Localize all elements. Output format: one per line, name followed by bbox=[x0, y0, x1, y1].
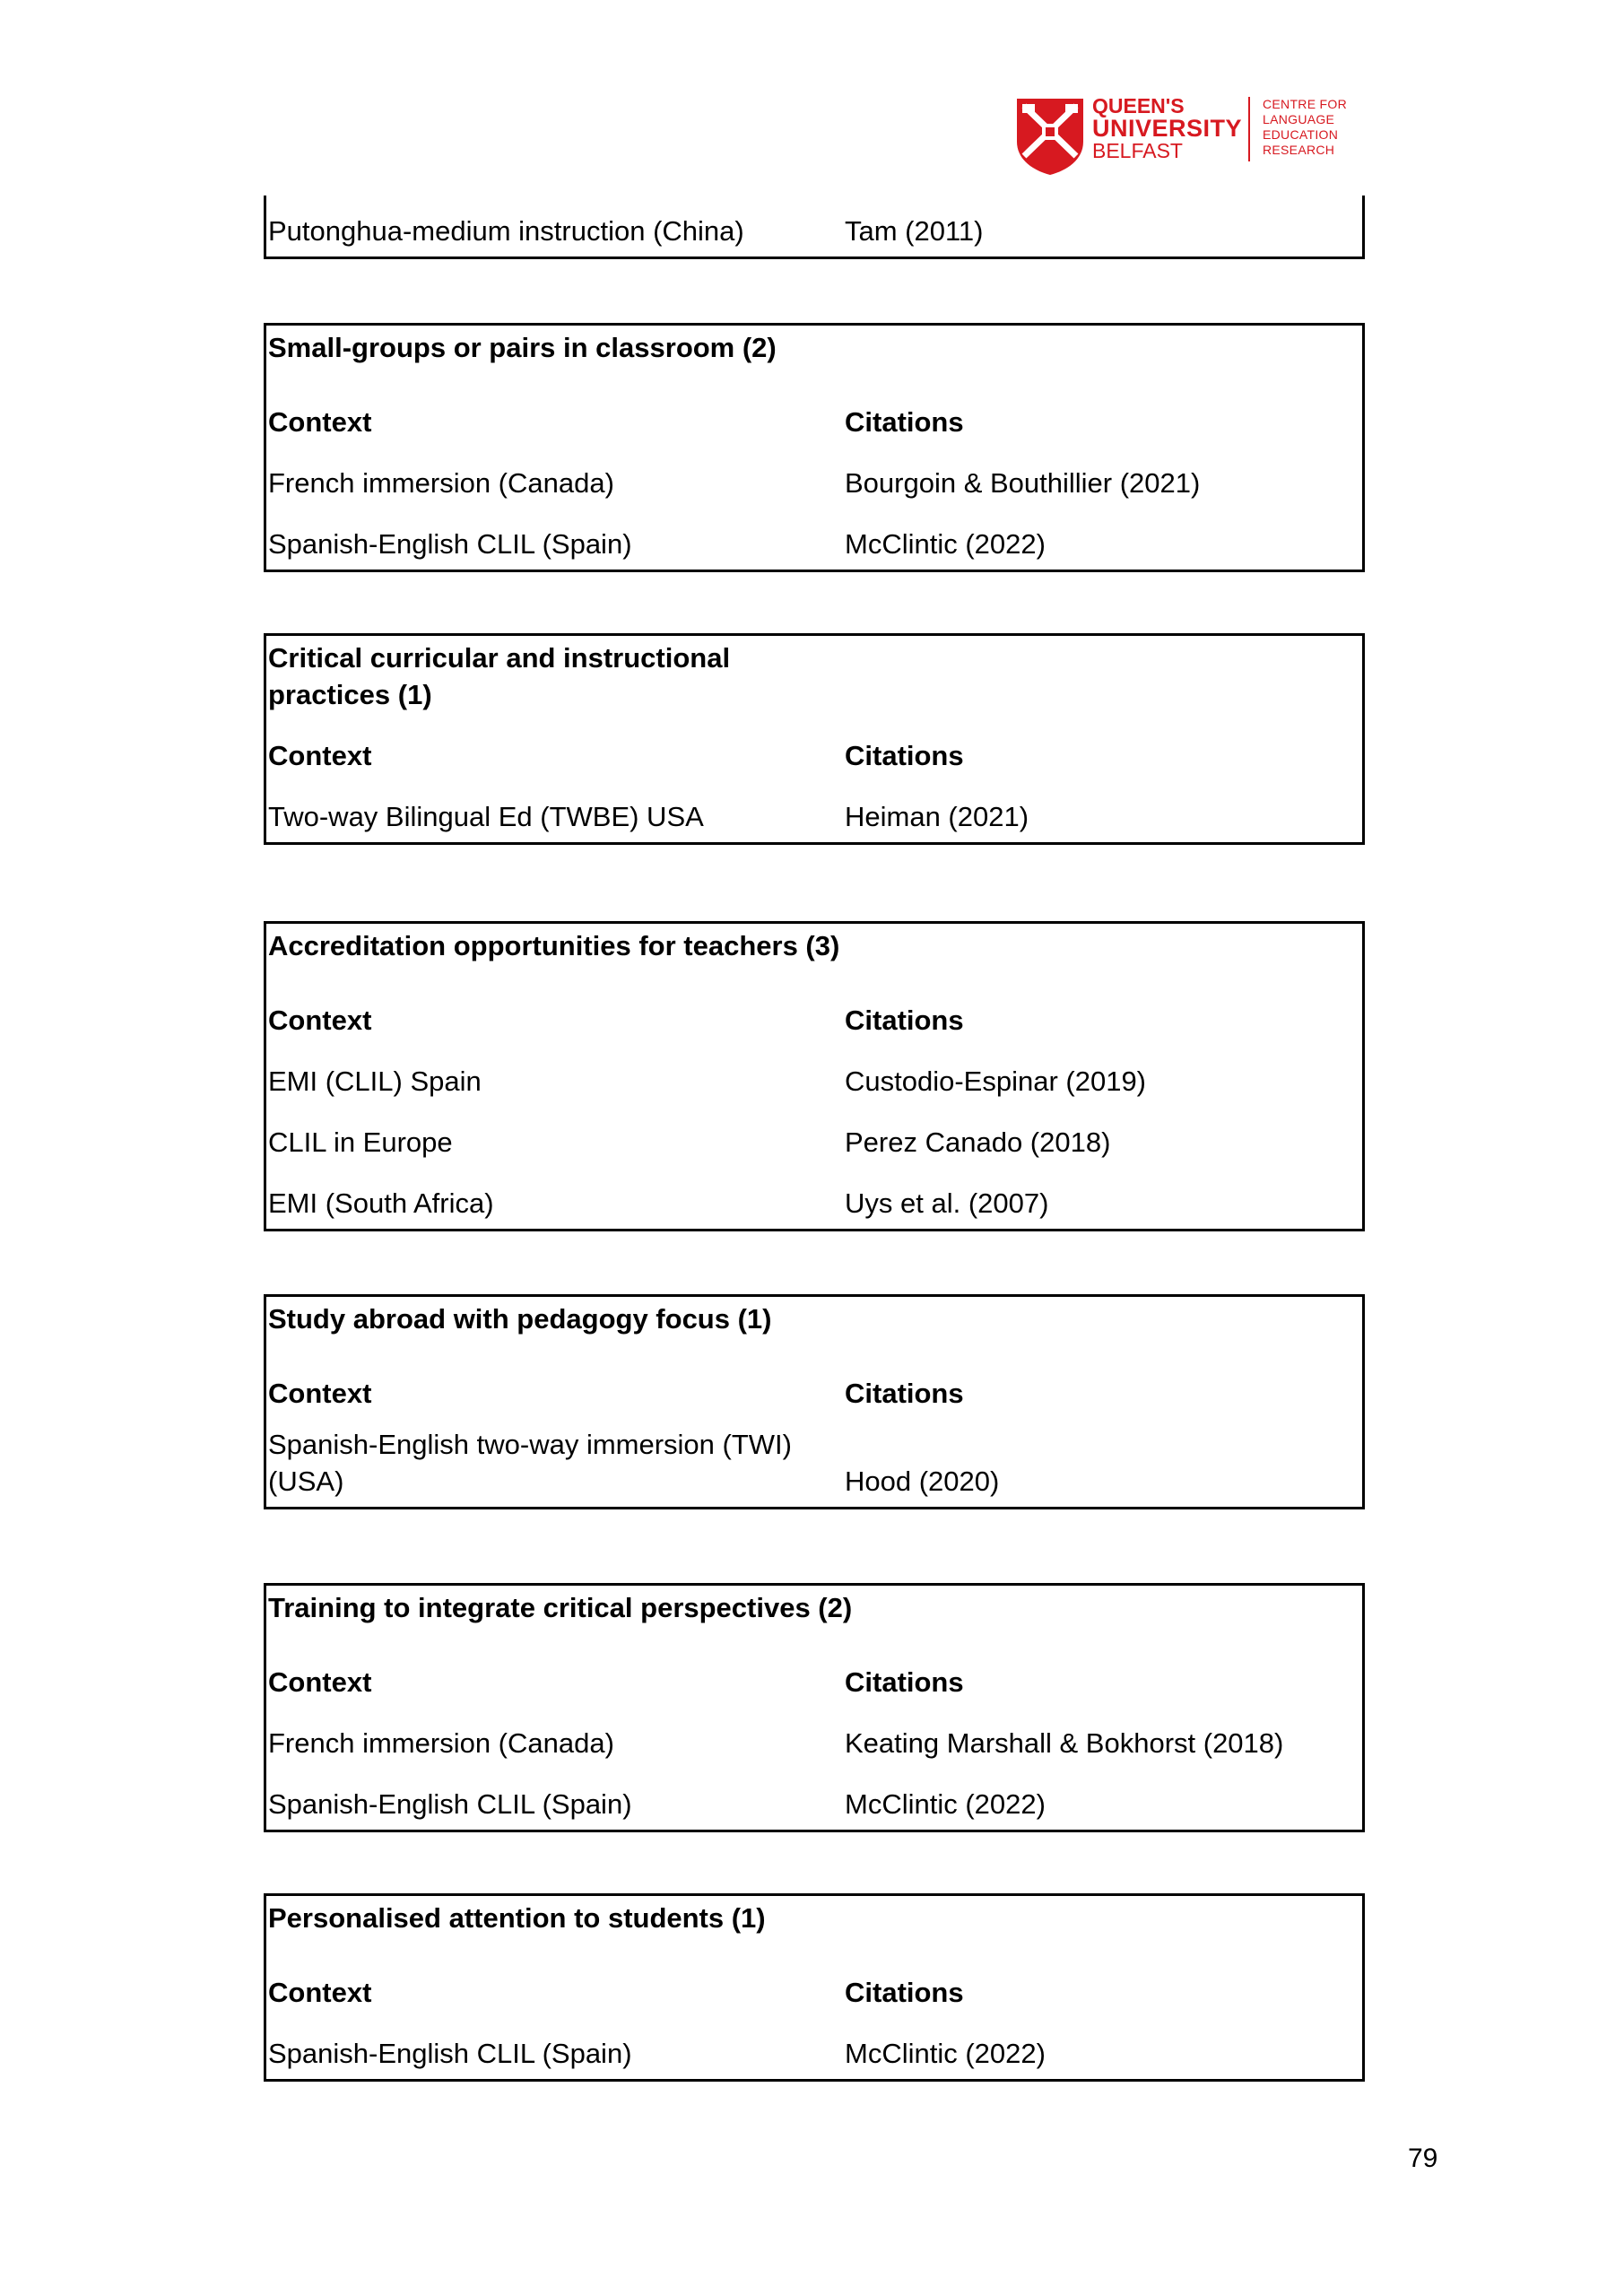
table-row bbox=[266, 196, 1362, 257]
university-crest-icon bbox=[1015, 97, 1085, 176]
table-title-row bbox=[266, 636, 1362, 720]
table-critical-curricular bbox=[264, 633, 1365, 845]
citation-cell: McClintic (2022) bbox=[845, 1788, 1046, 1820]
citations-header: Citations bbox=[845, 740, 964, 771]
context-cell: EMI (South Africa) bbox=[268, 1187, 494, 1219]
citation-cell: McClintic (2022) bbox=[845, 528, 1046, 560]
context-cell: Spanish-English CLIL (Spain) bbox=[268, 528, 632, 560]
page-number: 79 bbox=[1408, 2144, 1438, 2173]
university-name bbox=[1092, 95, 1242, 162]
table-row bbox=[266, 781, 1362, 842]
table-title: Training to integrate critical perspectives (2) bbox=[268, 1592, 853, 1623]
citations-header: Citations bbox=[845, 406, 964, 438]
logo-name-line3: BELFAST bbox=[1092, 139, 1183, 162]
context-header: Context bbox=[268, 1378, 372, 1409]
citation-cell: Uys et al. (2007) bbox=[845, 1187, 1049, 1219]
table-critical-perspectives bbox=[264, 1583, 1365, 1832]
table-header-row bbox=[266, 1358, 1362, 1419]
context-header: Context bbox=[268, 740, 372, 771]
context-cell: CLIL in Europe bbox=[268, 1126, 453, 1158]
table-header-row bbox=[266, 985, 1362, 1046]
citation-cell: Keating Marshall & Bokhorst (2018) bbox=[845, 1727, 1284, 1759]
citation-cell: Hood (2020) bbox=[845, 1465, 1000, 1497]
context-header: Context bbox=[268, 1004, 372, 1036]
table-row bbox=[266, 1419, 1362, 1507]
citations-header: Citations bbox=[845, 1666, 964, 1698]
context-header: Context bbox=[268, 406, 372, 438]
table-title-row bbox=[266, 924, 1362, 985]
continued-table bbox=[264, 196, 1365, 259]
context-cell: Spanish-English two-way immersion (TWI) (USA) bbox=[268, 1429, 792, 1497]
table-header-row bbox=[266, 387, 1362, 448]
table-header-row bbox=[266, 720, 1362, 781]
citation-cell: Perez Canado (2018) bbox=[845, 1126, 1111, 1158]
table-accreditation bbox=[264, 921, 1365, 1231]
centre-line4: RESEARCH bbox=[1263, 143, 1335, 157]
citation-cell: Bourgoin & Bouthillier (2021) bbox=[845, 467, 1201, 499]
table-row bbox=[266, 1107, 1362, 1168]
table-row bbox=[266, 1046, 1362, 1107]
context-cell: Two-way Bilingual Ed (TWBE) USA bbox=[268, 801, 704, 832]
table-row bbox=[266, 1708, 1362, 1769]
table-row bbox=[266, 509, 1362, 570]
table-title: Critical curricular and instructional practices (1) bbox=[268, 642, 731, 710]
centre-line3: EDUCATION bbox=[1263, 127, 1339, 142]
table-title: Personalised attention to students (1) bbox=[268, 1902, 766, 1934]
citation-cell: McClintic (2022) bbox=[845, 2038, 1046, 2069]
table-title-row bbox=[266, 1586, 1362, 1647]
context-cell: French immersion (Canada) bbox=[268, 1727, 614, 1759]
table-title-row bbox=[266, 1297, 1362, 1358]
table-title-row bbox=[266, 1896, 1362, 1957]
citation-cell: Custodio-Espinar (2019) bbox=[845, 1065, 1147, 1097]
context-cell: Spanish-English CLIL (Spain) bbox=[268, 2038, 632, 2069]
table-title: Small-groups or pairs in classroom (2) bbox=[268, 332, 777, 363]
citations-header: Citations bbox=[845, 1004, 964, 1036]
context-cell: French immersion (Canada) bbox=[268, 467, 614, 499]
table-personalised-attention bbox=[264, 1893, 1365, 2082]
table-row bbox=[266, 1769, 1362, 1830]
table-header-row bbox=[266, 1647, 1362, 1708]
centre-name bbox=[1263, 97, 1347, 158]
centre-line2: LANGUAGE bbox=[1263, 112, 1335, 126]
logo-divider bbox=[1248, 97, 1250, 161]
table-row bbox=[266, 1168, 1362, 1229]
table-title: Accreditation opportunities for teachers (3) bbox=[268, 930, 840, 961]
context-header: Context bbox=[268, 1977, 372, 2008]
table-title: Study abroad with pedagogy focus (1) bbox=[268, 1303, 772, 1335]
context-header: Context bbox=[268, 1666, 372, 1698]
citations-header: Citations bbox=[845, 1977, 964, 2008]
context-cell: EMI (CLIL) Spain bbox=[268, 1065, 482, 1097]
table-row bbox=[266, 2018, 1362, 2079]
table-title-row bbox=[266, 326, 1362, 387]
context-cell: Putonghua-medium instruction (China) bbox=[268, 215, 744, 247]
table-header-row bbox=[266, 1957, 1362, 2018]
logo-name-line2: UNIVERSITY bbox=[1092, 115, 1243, 142]
university-logo bbox=[1015, 93, 1356, 174]
table-row bbox=[266, 448, 1362, 509]
centre-line1: CENTRE FOR bbox=[1263, 97, 1347, 111]
citation-cell: Heiman (2021) bbox=[845, 801, 1029, 832]
table-study-abroad bbox=[264, 1294, 1365, 1509]
citation-cell: Tam (2011) bbox=[845, 215, 984, 247]
context-cell: Spanish-English CLIL (Spain) bbox=[268, 1788, 632, 1820]
logo-name-line1: QUEEN'S bbox=[1092, 94, 1185, 117]
citations-header: Citations bbox=[845, 1378, 964, 1409]
table-small-groups bbox=[264, 323, 1365, 572]
